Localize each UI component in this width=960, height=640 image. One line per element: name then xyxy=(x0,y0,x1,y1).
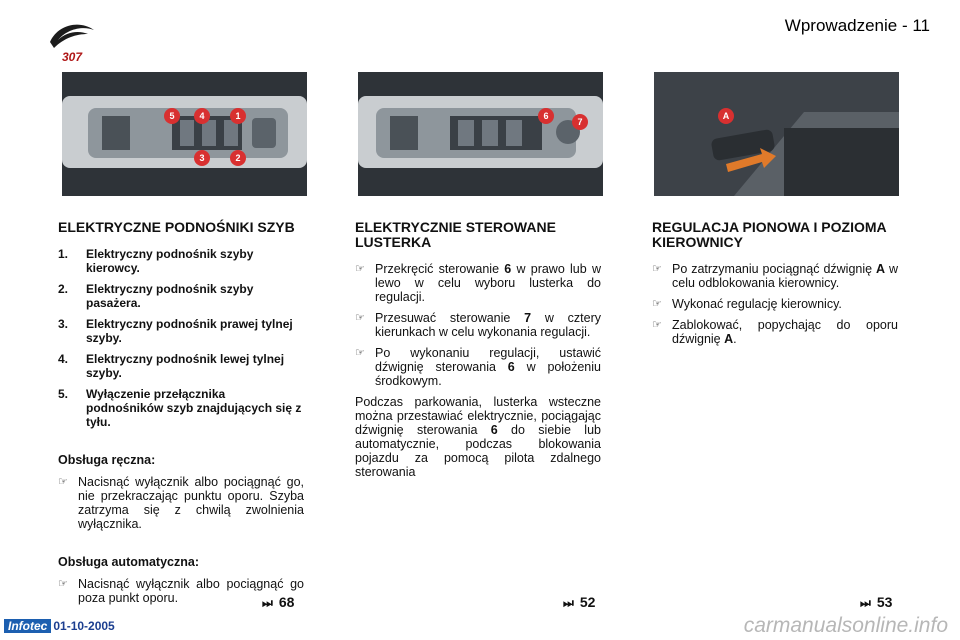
list-item: 1. Elektryczny podnośnik szyby kierowcy. xyxy=(58,247,254,275)
bullet-item: ☞ Przesuwać sterowanie 7 w cztery kierunkach w celu wykonania regulacji. xyxy=(355,311,602,339)
callout-4: 4 xyxy=(199,111,205,121)
hand-pointer-icon: ☞ xyxy=(652,319,662,331)
hand-pointer-icon: ☞ xyxy=(355,263,365,275)
mirrors-section xyxy=(355,212,601,479)
svg-text:307: 307 xyxy=(62,50,83,64)
fast-forward-icon: ⏭ xyxy=(860,596,871,610)
bullet-item: ☞ Nacisnąć wyłącznik albo pociągnąć go poza punkt oporu. xyxy=(58,577,304,605)
bullet-item: ☞ Po wykonaniu regulacji, ustawić dźwignię sterowania 6 w położeniu środkowym. xyxy=(355,346,601,388)
manual-operation-heading: Obsługa ręczna: xyxy=(58,453,156,467)
mirror-control-photo xyxy=(358,72,603,196)
watermark: carmanualsonline.info xyxy=(743,614,948,637)
bullet-item: ☞ Po zatrzymaniu pociągnąć dźwignię A w celu odblokowania kierownicy. xyxy=(652,262,898,290)
bullet-item: ☞ Zablokować, popychając do oporu dźwignię A. xyxy=(652,318,898,346)
parking-paragraph: Podczas parkowania, lusterka wsteczne można przestawiać elektrycznie, pociągając dźwignię sterowania 6 do siebie lub automatycznie, podczas blokowania pojazdu za pomocą pilota zdalnego sterowania xyxy=(355,395,601,479)
list-item: 3. Elektryczny podnośnik prawej tylnej szyby. xyxy=(58,317,293,345)
section-title: ELEKTRYCZNIE STEROWANE LUSTERKA xyxy=(355,219,556,250)
hand-pointer-icon: ☞ xyxy=(652,298,662,310)
page-ref-68[interactable]: ⏭ 68 xyxy=(262,594,295,610)
bullet-item: ☞ Nacisnąć wyłącznik albo pociągnąć go, nie przekraczając punktu oporu. Szyba zatrzyma się z chwilą zwolnienia wyłącznika. xyxy=(58,475,304,531)
hand-pointer-icon: ☞ xyxy=(652,263,662,275)
callout-1: 1 xyxy=(235,111,241,121)
page-ref-52[interactable]: ⏭ 52 xyxy=(563,594,596,610)
fast-forward-icon: ⏭ xyxy=(563,596,574,610)
callout-a: A xyxy=(722,111,730,121)
callout-5: 5 xyxy=(169,111,175,121)
page-title: Wprowadzenie - 11 xyxy=(784,16,930,35)
steering-adjust-section xyxy=(652,212,898,353)
bullet-item: ☞ Przekręcić sterowanie 6 w prawo lub w lewo w celu wyboru lusterka do regulacji. xyxy=(355,262,601,304)
hand-pointer-icon: ☞ xyxy=(355,347,365,359)
peugeot-307-logo xyxy=(44,16,100,64)
infotec-logo: Infotec xyxy=(4,619,51,633)
window-lifters-section xyxy=(58,212,304,612)
section-title: ELEKTRYCZNE PODNOŚNIKI SZYB xyxy=(58,219,295,235)
steering-lever-photo xyxy=(654,72,899,196)
list-item: 4. Elektryczny podnośnik lewej tylnej szyby. xyxy=(58,352,285,380)
fast-forward-icon: ⏭ xyxy=(262,596,273,610)
window-switches-photo xyxy=(62,72,307,196)
callout-3: 3 xyxy=(199,153,205,163)
numbered-list xyxy=(58,247,304,429)
callout-2: 2 xyxy=(235,153,241,163)
list-item: 2. Elektryczny podnośnik szyby pasażera. xyxy=(58,282,254,310)
hand-pointer-icon: ☞ xyxy=(58,476,68,488)
list-item: 5. Wyłączenie przełącznika podnośników szyb znajdujących się z tyłu. xyxy=(58,387,302,429)
callout-7: 7 xyxy=(577,117,583,127)
date-text: 01-10-2005 xyxy=(53,619,115,633)
hand-pointer-icon: ☞ xyxy=(355,312,365,324)
page-ref-53[interactable]: ⏭ 53 xyxy=(860,594,893,610)
bullet-item: ☞ Wykonać regulację kierownicy. xyxy=(652,297,842,311)
auto-operation-heading: Obsługa automatyczna: xyxy=(58,555,199,569)
hand-pointer-icon: ☞ xyxy=(58,578,68,590)
footer-date xyxy=(4,619,115,633)
callout-6: 6 xyxy=(543,111,549,121)
section-title: REGULACJA PIONOWA I POZIOMA KIEROWNICY xyxy=(652,219,887,250)
